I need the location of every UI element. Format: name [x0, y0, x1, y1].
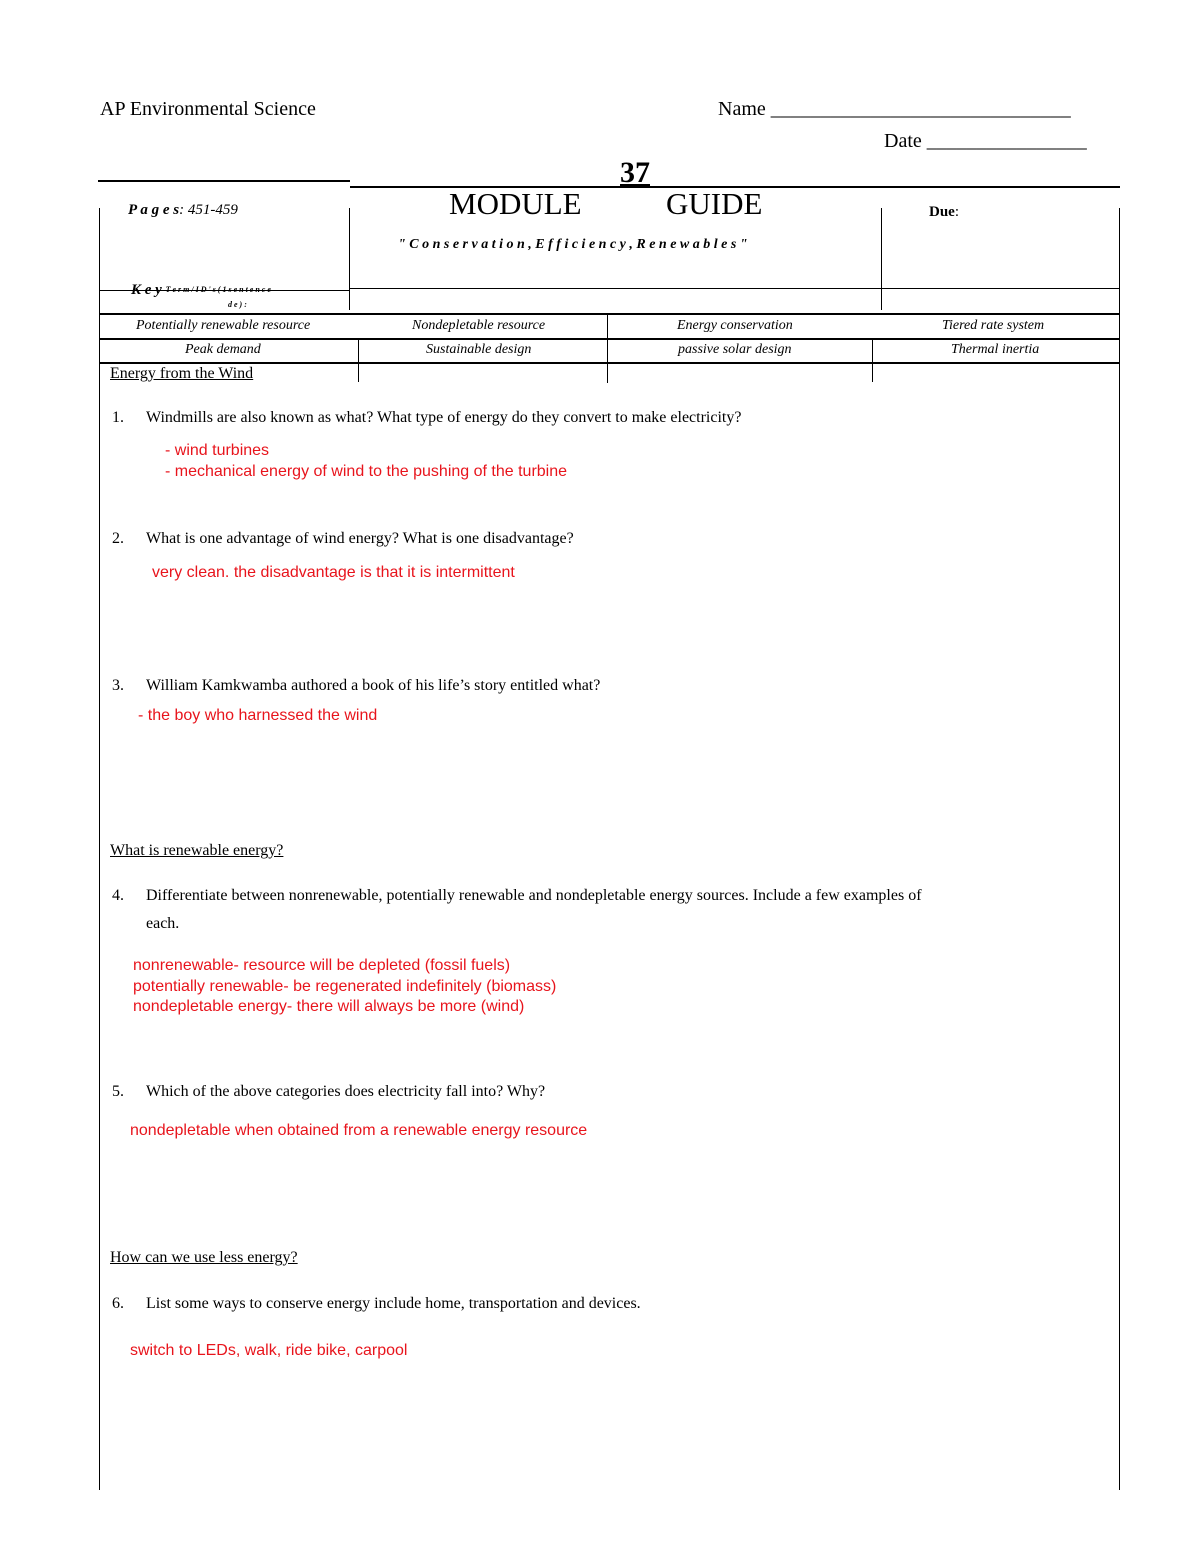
answer-text: switch to LEDs, walk, ride bike, carpool [130, 1342, 408, 1359]
answer-text: - wind turbines [165, 442, 270, 459]
section-heading-renewable: What is renewable energy? [110, 842, 284, 859]
question-number: 3. [112, 677, 124, 694]
term-potentially-renewable: Potentially renewable resource [136, 318, 311, 333]
terms-col-3 [872, 340, 873, 382]
section-heading-less-energy: How can we use less energy? [110, 1249, 298, 1266]
date-blank: ________________ [926, 130, 1087, 152]
date-field [884, 130, 1087, 153]
course-title: AP Environmental Science [100, 98, 316, 120]
question-text: What is one advantage of wind energy? What is one disadvantage? [146, 530, 574, 547]
question-number: 6. [112, 1295, 124, 1312]
question-text-continued: each. [146, 915, 180, 932]
key-terms-label [131, 282, 271, 299]
answer-text: - mechanical energy of wind to the pushing of the turbine [165, 463, 568, 480]
term-tiered-rate: Tiered rate system [942, 318, 1045, 333]
question-number: 2. [112, 530, 124, 547]
terms-bottom-rule [99, 362, 1120, 364]
answer-text: very clean. the disadvantage is that it is intermittent [152, 564, 515, 581]
terms-mid-rule [99, 338, 1120, 340]
answer-text: nondepletable energy- there will always be more (wind) [133, 998, 525, 1015]
title-divider-2 [881, 208, 882, 310]
term-energy-conservation: Energy conservation [677, 318, 793, 333]
name-blank: ______________________________ [770, 98, 1071, 120]
left-border [99, 208, 100, 1490]
due-field [929, 204, 959, 221]
name-label: Name [718, 98, 771, 120]
title-divider-1 [349, 208, 350, 310]
term-nondepletable: Nondepletable resource [412, 318, 546, 333]
key-rest: T e r m / I D ' s ( 1 s e n t e n c e [165, 285, 271, 294]
term-thermal-inertia: Thermal inertia [951, 342, 1040, 357]
question-text: William Kamkwamba authored a book of his life’s story entitled what? [146, 677, 601, 694]
key-rest-2: d e ) : [228, 300, 247, 309]
term-sustainable-design: Sustainable design [426, 342, 532, 357]
pages-label: P a g e s [128, 202, 180, 218]
question-text: Windmills are also known as what? What type of energy do they convert to make electricity? [146, 409, 742, 426]
title-rule-left [98, 180, 350, 182]
terms-top-rule [99, 313, 1120, 315]
module-word: MODULE [449, 186, 582, 221]
answer-text: nonrenewable- resource will be depleted (fossil fuels) [133, 957, 511, 974]
module-subtitle: " C o n s e r v a t i o n , E f f i c i e n c y , R e n e w a b l e s " [398, 237, 748, 252]
name-field [718, 98, 1071, 121]
question-number: 5. [112, 1083, 124, 1100]
title-bottom-rule [349, 288, 1119, 289]
section-heading-wind: Energy from the Wind [110, 365, 254, 382]
right-border [1119, 208, 1120, 1490]
guide-word: GUIDE [666, 186, 763, 221]
term-peak-demand: Peak demand [185, 342, 261, 357]
key-label: K e y [131, 282, 162, 298]
due-label: Due [929, 204, 955, 220]
question-text: Which of the above categories does electricity fall into? Why? [146, 1083, 546, 1100]
answer-text: - the boy who harnessed the wind [138, 707, 378, 724]
answer-text: nondepletable when obtained from a renewable energy resource [130, 1122, 588, 1139]
module-number: 37 [620, 156, 650, 189]
pages-value: : 451-459 [179, 202, 238, 218]
question-text: Differentiate between nonrenewable, potentially renewable and nondepletable energy sources. Include a few examples of [146, 887, 922, 904]
terms-col-2 [607, 313, 608, 383]
answer-text: potentially renewable- be regenerated indefinitely (biomass) [133, 978, 557, 995]
question-text: List some ways to conserve energy include home, transportation and devices. [146, 1295, 641, 1312]
terms-col-1 [358, 340, 359, 382]
question-number: 1. [112, 409, 124, 426]
term-passive-solar: passive solar design [678, 342, 792, 357]
due-colon: : [954, 204, 960, 220]
question-number: 4. [112, 887, 124, 904]
date-label: Date [884, 130, 927, 152]
pages-field [128, 202, 238, 219]
